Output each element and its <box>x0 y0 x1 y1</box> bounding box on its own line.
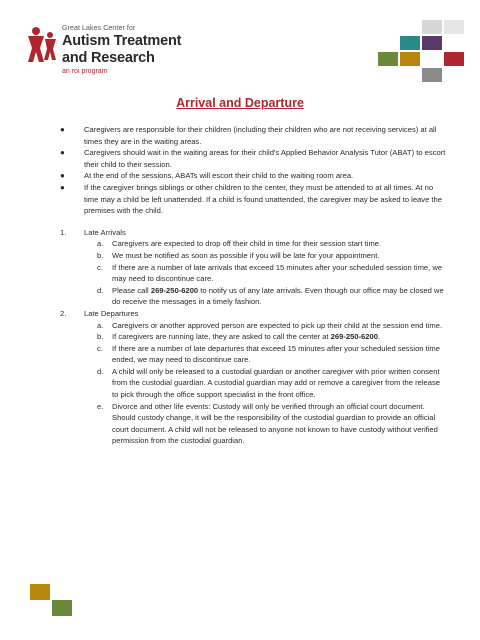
document-body <box>58 124 448 447</box>
phone-number: 269-250-6200 <box>150 285 199 295</box>
sub-item: e. Divorce and other life events: Custody will only be verified through an official court document. Should custody change, it will be the responsibility of the custodial guardian to provide an official court document. A child will not be released to anyone not known to have custody without verified permission from the custodial guardian. <box>97 401 438 446</box>
bullet-item: ● At the end of the sessions, ABATs will escort their child to the waiting room area. <box>60 171 354 181</box>
sub-item: d. A child will only be released to a custodial guardian or another caregiver with prior written consent from the custodial guardian. A custodial guardian may add or remove a caregiver from the release to pick through the office support specialist in the front office. <box>97 366 440 400</box>
sub-item: a. Caregivers are expected to drop off their child in time for their session start time. <box>97 239 382 249</box>
bullet-item: ● Caregivers should wait in the waiting areas for their child's Applied Behavior Analysis Tutor (ABAT) to escort their child to their session. <box>60 148 446 169</box>
sub-list <box>84 238 448 308</box>
square-pale <box>444 20 464 34</box>
org-name-small: Great Lakes Center for <box>62 25 136 32</box>
section-late-arrivals: 1. Late Arrivals a. Caregivers are expected to drop off their child in time for their session start time. b. We must be notified as soon as possible if you will be late for your appointment. c. If there are a number of late arrivals that exceed 15 minutes after your scheduled session time, we may need to discontinue care. d. Please call 269-250-6200 to notify us of any late arrivals. Even though our office may be closed we do receive the messages in a timely fashion. <box>58 227 448 308</box>
square-teal <box>400 36 420 50</box>
sub-item: a. Caregivers or another approved person are expected to pick up their child at the session end time. <box>97 320 443 330</box>
numbered-list <box>58 227 448 447</box>
sub-item: c. If there are a number of late arrivals that exceed 15 minutes after your scheduled session time, we may need to discontinue care. <box>97 262 443 284</box>
logo-figures-icon <box>22 22 60 68</box>
org-tagline: an roi program <box>62 68 108 75</box>
page-title: Arrival and Departure <box>176 96 304 110</box>
org-name-line1: Autism Treatment <box>62 33 182 49</box>
square-green <box>52 600 72 616</box>
section-heading: Late Arrivals <box>84 227 126 237</box>
org-name-line2: and Research <box>62 50 155 66</box>
square-green <box>378 52 398 66</box>
square-gold <box>30 584 50 600</box>
square-gray <box>422 68 442 82</box>
sub-item: c. If there are a number of late departures that exceed 15 minutes after your scheduled session time ended, we may need to discontinue care. <box>97 343 440 365</box>
square-gold <box>400 52 420 66</box>
org-logo <box>22 22 222 84</box>
square-crimson <box>444 52 464 66</box>
bullet-item: ● If the caregiver brings siblings or other children to the center, they must be attended to at all times. At no time may a child be left unattended. If a child is found unattended, the caregiver may be asked to leave the premises with the child. <box>60 182 442 216</box>
square-lightgray <box>422 20 442 34</box>
square-purple <box>422 36 442 50</box>
sub-item: b. If caregivers are running late, they are asked to call the center at 269-250-6200. <box>97 332 381 342</box>
bullet-list <box>58 124 448 217</box>
section-heading: Late Departures <box>84 308 139 318</box>
section-late-departures: 2. Late Departures a. Caregivers or another approved person are expected to pick up their child at the session end time. b. If caregivers are running late, they are asked to call the center at 269-250-6200. c. If there are a number of late departures that exceed 15 minutes after your scheduled session time ended, we may need to discontinue care. d. A child will only be released to a custodial guardian or another caregiver with prior written consent from the custodial guardian. A custodial guardian may add or remove a caregiver from the release to pick through the office support specialist in the front office. e. Divorce and other life events: Custody will only be verified through an official court document. Should custody change, it will be the responsibility of the custodial guardian to provide an official court document. A child will not be released to anyone not known to have custody without verified permission from the custodial guardian. <box>58 308 448 447</box>
sub-item: d. Please call 269-250-6200 to notify us of any late arrivals. Even though our office may be closed we do receive the messages in a timely fashion. <box>97 285 444 307</box>
bullet-item: ● Caregivers are responsible for their children (including their children who are not receiving services) at all times they are in the waiting areas. <box>60 125 437 146</box>
phone-number: 269-250-6200 <box>330 332 378 342</box>
sub-list <box>84 320 448 448</box>
sub-item: b. We must be notified as soon as possible if you will be late for your appointment. <box>97 250 380 260</box>
